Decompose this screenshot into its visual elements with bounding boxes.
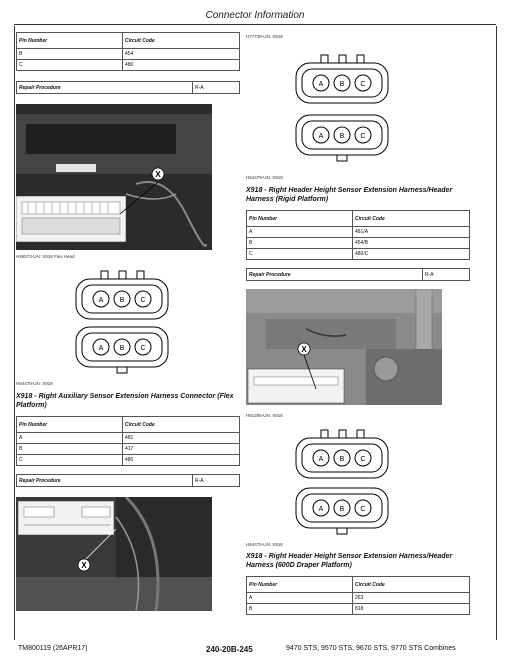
pin-label-a: A (98, 297, 104, 304)
circuit-cell: 417 (123, 444, 240, 455)
connector-photo (246, 289, 442, 405)
left-border (14, 26, 15, 640)
pin-label-b: B (339, 81, 345, 88)
pin-label-b: B (339, 506, 345, 513)
pin-label-a: A (318, 81, 324, 88)
callout-label: X (155, 170, 161, 179)
col-header-pin: Pin Number (17, 417, 123, 433)
footer-doc-id: TM800119 (26APR17) (18, 645, 88, 652)
pin-label-c: C (140, 297, 146, 304)
pin-table (246, 576, 470, 615)
repair-label: Repair Procedure (247, 269, 423, 281)
section-title: X918 - Right Header Height Sensor Extension Harness/Header Harness (Rigid Platform) (246, 187, 453, 203)
pin-label-b: B (339, 133, 345, 140)
col-header-circuit: Circuit Code (123, 33, 240, 49)
pin-label-c: C (360, 456, 366, 463)
col-header-pin: Pin Number (17, 33, 123, 49)
photo-caption: H91295-UN: X918 (246, 413, 283, 418)
photo-caption: H95573-UN: X918 Flex Head (16, 254, 75, 259)
col-header-circuit: Circuit Code (123, 417, 240, 433)
footer-models: 9470 STS, 9570 STS, 9670 STS, 9770 STS Combines (286, 645, 456, 652)
photo-illustration (16, 497, 212, 611)
pin-cell: A (247, 227, 353, 238)
table-row (247, 249, 470, 260)
pin-cell: C (17, 455, 123, 466)
circuit-cell: 454 (123, 49, 240, 60)
table-row (247, 604, 470, 615)
left-column (16, 32, 241, 611)
page-title: Connector Information (205, 10, 305, 21)
right-border (496, 26, 497, 640)
header-divider (14, 24, 496, 25)
table-row (17, 60, 240, 71)
table-row (247, 238, 470, 249)
pin-cell: A (247, 593, 353, 604)
table-row (17, 444, 240, 455)
connector-drawing (246, 39, 471, 165)
repair-label: Repair Procedure (17, 82, 193, 94)
repair-table (246, 268, 470, 281)
footer-page-number: 240-20B-245 (206, 645, 253, 654)
connector-photo (16, 497, 212, 611)
photo-illustration (16, 104, 212, 250)
repair-value[interactable]: R-A (193, 82, 240, 94)
callout-label: X (81, 561, 87, 570)
table-row (17, 455, 240, 466)
circuit-cell: 263 (353, 593, 470, 604)
right-column (246, 32, 471, 615)
pin-label-b: B (119, 297, 125, 304)
repair-value[interactable]: R-A (423, 269, 470, 281)
pin-table (16, 416, 240, 466)
connector-photo (16, 104, 212, 250)
pin-cell: B (247, 604, 353, 615)
pin-cell: C (247, 249, 353, 260)
diagram-caption: H77739-UN: X918 (246, 34, 283, 39)
connector-drawing (246, 422, 471, 540)
repair-table (16, 474, 240, 487)
pin-label-b: B (119, 345, 125, 352)
pin-cell: B (247, 238, 353, 249)
pin-cell: B (17, 444, 123, 455)
circuit-cell: 454/B (353, 238, 470, 249)
circuit-cell: 480 (123, 455, 240, 466)
pin-label-a: A (98, 345, 104, 352)
pin-label-b: B (339, 456, 345, 463)
repair-table (16, 81, 240, 94)
section-title: X918 - Right Header Height Sensor Extension Harness/Header Harness (600D Draper Platform) (246, 553, 453, 569)
pin-label-a: A (318, 133, 324, 140)
col-header-circuit: Circuit Code (353, 211, 470, 227)
photo-illustration (246, 289, 442, 405)
connector-diagram (246, 39, 471, 165)
connector-drawing (16, 265, 241, 385)
pin-label-c: C (140, 345, 146, 352)
pin-label-c: C (360, 81, 366, 88)
table-row (17, 433, 240, 444)
pin-label-a: A (318, 456, 324, 463)
callout-label: X (301, 345, 307, 354)
pin-cell: A (17, 433, 123, 444)
col-header-pin: Pin Number (247, 211, 353, 227)
pin-label-c: C (360, 506, 366, 513)
circuit-cell: 481 (123, 433, 240, 444)
pin-table (16, 32, 240, 71)
repair-label: Repair Procedure (17, 475, 193, 487)
table-row (247, 593, 470, 604)
diagram-caption: H54479-UN: X918 (246, 175, 283, 180)
section-title: X918 - Right Auxiliary Sensor Extension Harness Connector (Flex Platform) (16, 393, 234, 409)
pin-label-c: C (360, 133, 366, 140)
circuit-cell: 480/C (353, 249, 470, 260)
pin-cell: C (17, 60, 123, 71)
table-row (17, 49, 240, 60)
circuit-cell: 481/A (353, 227, 470, 238)
pin-table (246, 210, 470, 260)
connector-diagram (246, 422, 471, 540)
circuit-cell: 480 (123, 60, 240, 71)
circuit-cell: 818 (353, 604, 470, 615)
pin-cell: B (17, 49, 123, 60)
table-row (247, 227, 470, 238)
diagram-caption: H54475-UN: X918 (246, 542, 283, 547)
col-header-circuit: Circuit Code (353, 577, 470, 593)
connector-diagram (16, 265, 241, 385)
repair-value[interactable]: R-A (193, 475, 240, 487)
col-header-pin: Pin Number (247, 577, 353, 593)
pin-label-a: A (318, 506, 324, 513)
diagram-caption: H54479-UN: X918 (16, 381, 53, 386)
